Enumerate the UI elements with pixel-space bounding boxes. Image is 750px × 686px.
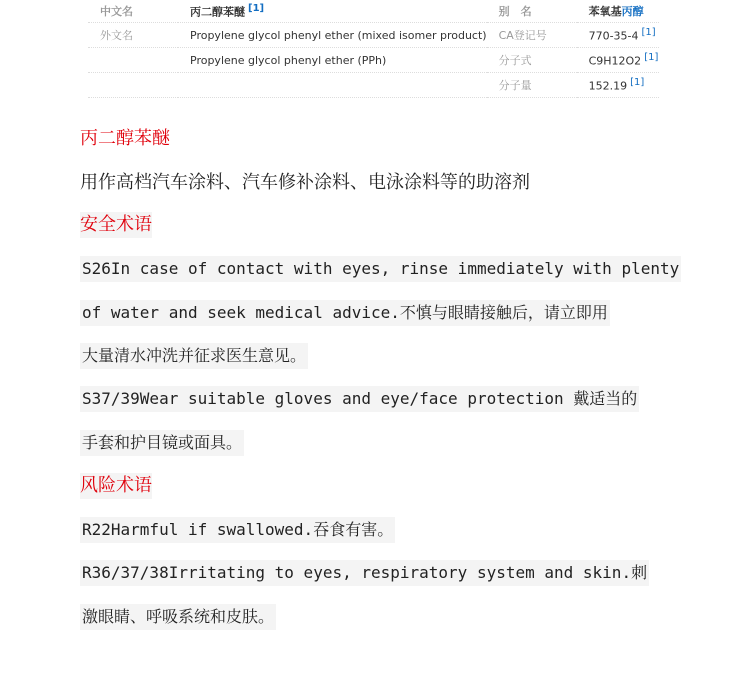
risk-r36-line1: R36/37/38Irritating to eyes, respiratory system and skin.刺 (80, 560, 649, 586)
risk-r22: R22Harmful if swallowed.吞食有害。 (80, 517, 395, 543)
section-heading-compound: 丙二醇苯醚 (80, 128, 170, 149)
reference-link[interactable]: [1] (641, 27, 656, 39)
value-alias: 苯氧基丙醇 (577, 0, 659, 23)
risk-r36-line2: 激眼睛、呼吸系统和皮肤。 (80, 604, 276, 630)
value-molecular-weight: 152.19 [1] (577, 73, 659, 98)
label-foreign-name: 外文名 (88, 23, 178, 48)
label-empty (88, 73, 178, 98)
alias-link[interactable]: 丙醇 (621, 5, 644, 18)
label-empty (88, 48, 178, 73)
label-alias: 别 名 (487, 0, 577, 23)
table-row (88, 48, 659, 73)
label-molecular-formula: 分子式 (487, 48, 577, 73)
value-molecular-formula: C9H12O2 [1] (577, 48, 659, 73)
value-foreign-name-2: Propylene glycol phenyl ether (PPh) (178, 48, 487, 73)
usage-text: 用作高档汽车涂料、汽车修补涂料、电泳涂料等的助溶剂 (80, 172, 530, 193)
label-cas-number: CA登记号 (487, 23, 577, 48)
table-row (88, 73, 659, 98)
table-row (88, 23, 659, 48)
value-foreign-name-1: Propylene glycol phenyl ether (mixed isomer product) (178, 23, 487, 48)
label-molecular-weight: 分子量 (487, 73, 577, 98)
value-chinese-name: 丙二醇苯醚 [1] (178, 0, 487, 23)
basic-info-table (88, 0, 659, 98)
safety-s26-line3: 大量清水冲洗并征求医生意见。 (80, 343, 308, 369)
value-cas-number: 770-35-4 [1] (577, 23, 659, 48)
safety-s26-line2: of water and seek medical advice.不慎与眼睛接触后，请立即用 (80, 300, 610, 326)
safety-s37-line2: 手套和护目镜或面具。 (80, 430, 244, 456)
reference-link[interactable]: [1] (630, 77, 645, 89)
table-row (88, 0, 659, 23)
label-chinese-name: 中文名 (88, 0, 178, 23)
section-heading-risk: 风险术语 (80, 473, 152, 499)
value-empty (178, 73, 487, 98)
safety-s37-line1: S37/39Wear suitable gloves and eye/face protection 戴适当的 (80, 386, 639, 412)
safety-s26-line1: S26In case of contact with eyes, rinse immediately with plenty (80, 256, 681, 282)
reference-link[interactable]: [1] (248, 2, 265, 14)
section-heading-safety: 安全术语 (80, 212, 152, 238)
reference-link[interactable]: [1] (644, 52, 659, 64)
